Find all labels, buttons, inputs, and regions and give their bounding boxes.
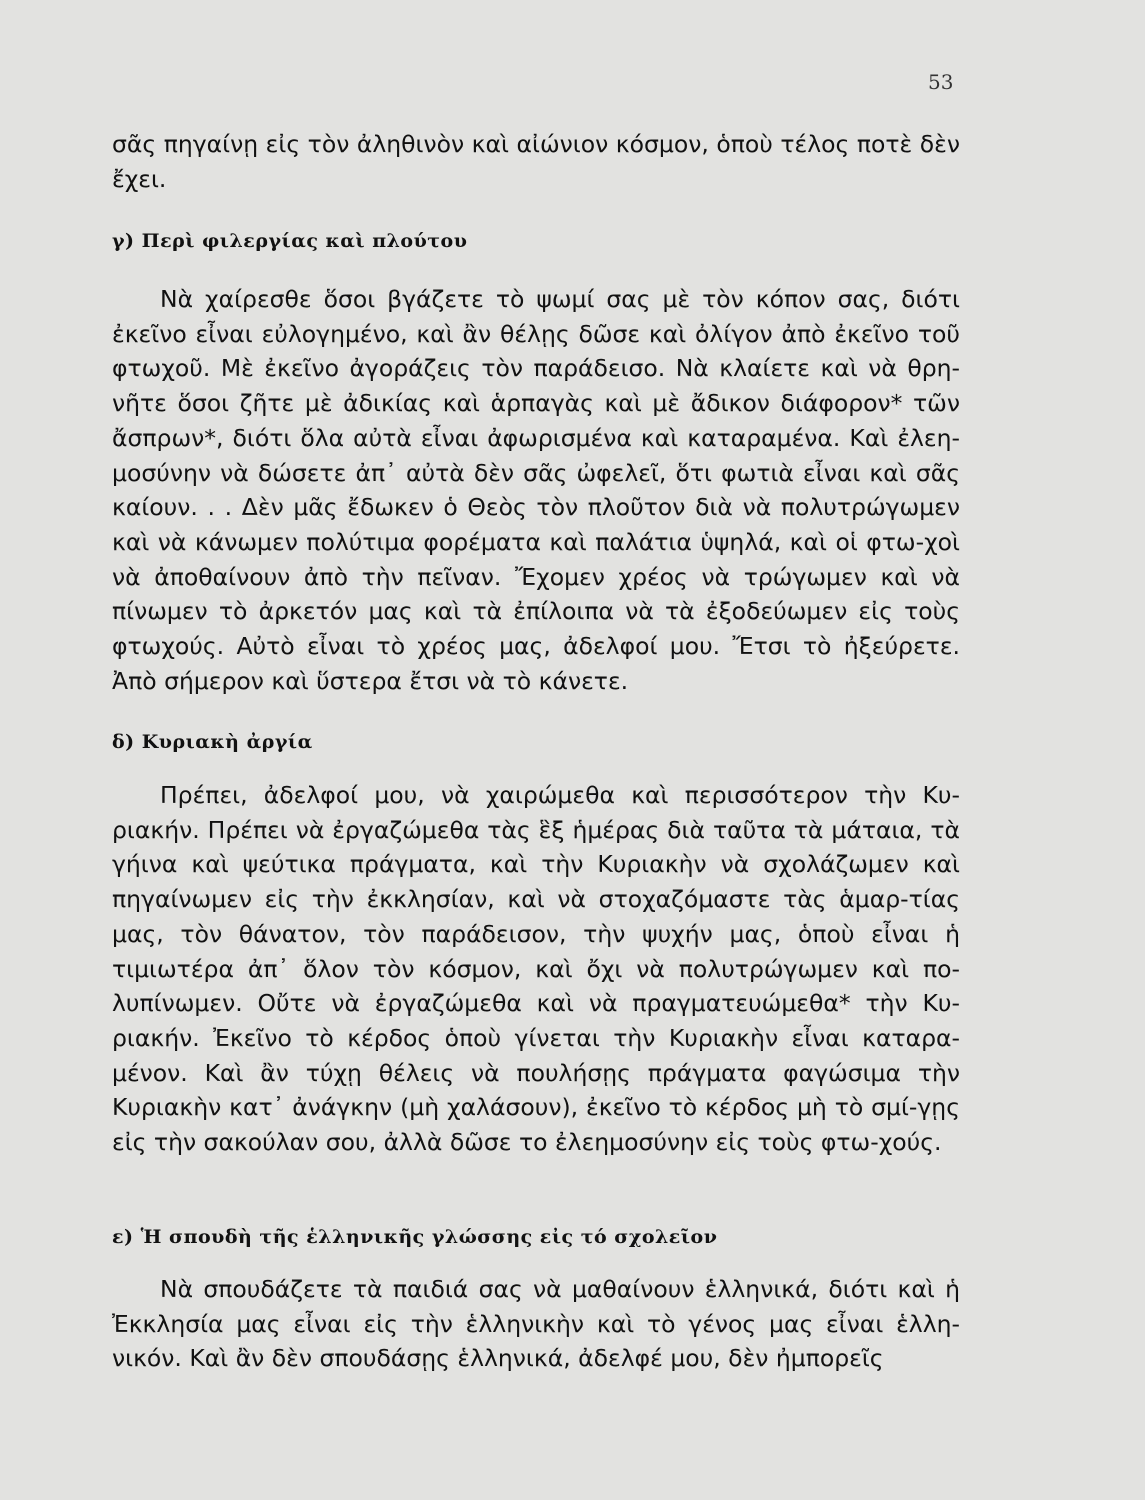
section-heading-greek-language: ε) Ἡ σπουδὴ τῆς ἑλληνικῆς γλώσσης εἰς τό σχολεῖον xyxy=(112,1226,718,1248)
section-paragraph-philergia: Νὰ χαίρεσθε ὅσοι βγάζετε τὸ ψωμί σας μὲ τὸν κόπον σας, διότι ἐκεῖνο εἶναι εὐλογημένο, καὶ ἂν θέλῃς δῶσε καὶ ὀλίγον ἀπὸ ἐκεῖνο τοῦ φτωχοῦ. Μὲ ἐκεῖνο ἀγοράζεις τὸν παράδεισο. Νὰ κλαίετε καὶ νὰ θρη-νῆτε ὅσοι ζῆτε μὲ ἀδικίας καὶ ἁρπαγὰς καὶ μὲ ἄδικον διάφορον* τῶν ἄσπρων*, διότι ὅλα αὐτὰ εἶναι ἀφωρισμένα καὶ καταραμένα. Καὶ ἐλεη-μοσύνην νὰ δώσετε ἀπ᾽ αὐτὰ δὲν σᾶς ὠφελεῖ, ὅτι φωτιὰ εἶναι καὶ σᾶς καίουν. . . Δὲν μᾶς ἔδωκεν ὁ Θεὸς τὸν πλοῦτον διὰ νὰ πολυτρώγωμεν καὶ νὰ κάνωμεν πολύτιμα φορέματα καὶ παλάτια ὑψηλά, καὶ οἱ φτω-χοὶ νὰ ἀποθαίνουν ἀπὸ τὴν πεῖναν. Ἔχομεν χρέος νὰ τρώγωμεν καὶ νὰ πίνωμεν τὸ ἀρκετόν μας καὶ τὰ ἐπίλοιπα νὰ τὰ ἐξοδεύωμεν εἰς τοὺς φτωχούς. Αὐτὸ εἶναι τὸ χρέος μας, ἀδελφοί μου. Ἔτσι τὸ ἠξεύρετε. Ἀπὸ σήμερον καὶ ὕστερα ἔτσι νὰ τὸ κάνετε. xyxy=(112,285,960,695)
section-paragraph-sunday-rest: Πρέπει, ἀδελφοί μου, νὰ χαιρώμεθα καὶ περισσότερον τὴν Κυ-ριακήν. Πρέπει νὰ ἐργαζώμεθα τὰς ἓξ ἡμέρας διὰ ταῦτα τὰ μάταια, τὰ γήινα καὶ ψεύτικα πράγματα, καὶ τὴν Κυριακὴν νὰ σχολάζωμεν καὶ πηγαίνωμεν εἰς τὴν ἐκκλησίαν, καὶ νὰ στοχαζόμαστε τὰς ἁμαρ-τίας μας, τὸν θάνατον, τὸν παράδεισον, τὴν ψυχήν μας, ὁποὺ εἶναι ἡ τιμιωτέρα ἀπ᾽ ὅλον τὸν κόσμον, καὶ ὄχι νὰ πολυτρώγωμεν καὶ πο-λυπίνωμεν. Οὔτε νὰ ἐργαζώμεθα καὶ νὰ πραγματευώμεθα* τὴν Κυ-ριακήν. Ἐκεῖνο τὸ κέρδος ὁποὺ γίνεται τὴν Κυριακὴν εἶναι καταρα-μένον. Καὶ ἂν τύχῃ θέλεις νὰ πουλήσῃς πράγματα φαγώσιμα τὴν Κυριακὴν κατ᾽ ἀνάγκην (μὴ χαλάσουν), ἐκεῖνο τὸ κέρδος μὴ τὸ σμί-γῃς εἰς τὴν σακούλαν σου, ἀλλὰ δῶσε το ἐλεημοσύνην εἰς τοὺς φτω-χούς. xyxy=(112,781,960,1157)
page-number: 53 xyxy=(928,70,954,94)
section-paragraph-greek-language: Νὰ σπουδάζετε τὰ παιδιά σας νὰ μαθαίνουν ἑλληνικά, διότι καὶ ἡ Ἐκκλησία μας εἶναι εἰς τὴν ἑλληνικὴν καὶ τὸ γένος μας εἶναι ἑλλη-νικόν. Καὶ ἂν δὲν σπουδάσῃς ἑλληνικά, ἀδελφέ μου, δὲν ἠμπορεῖς xyxy=(112,1275,960,1373)
continued-paragraph: σᾶς πηγαίνῃ εἰς τὸν ἀληθινὸν καὶ αἰώνιον κόσμον, ὁποὺ τέλος ποτὲ δὲν ἔχει. xyxy=(112,130,960,193)
section-heading-sunday-rest: δ) Κυριακὴ ἀργία xyxy=(112,731,313,753)
section-heading-philergia: γ) Περὶ φιλεργίας καὶ πλούτου xyxy=(112,230,468,252)
